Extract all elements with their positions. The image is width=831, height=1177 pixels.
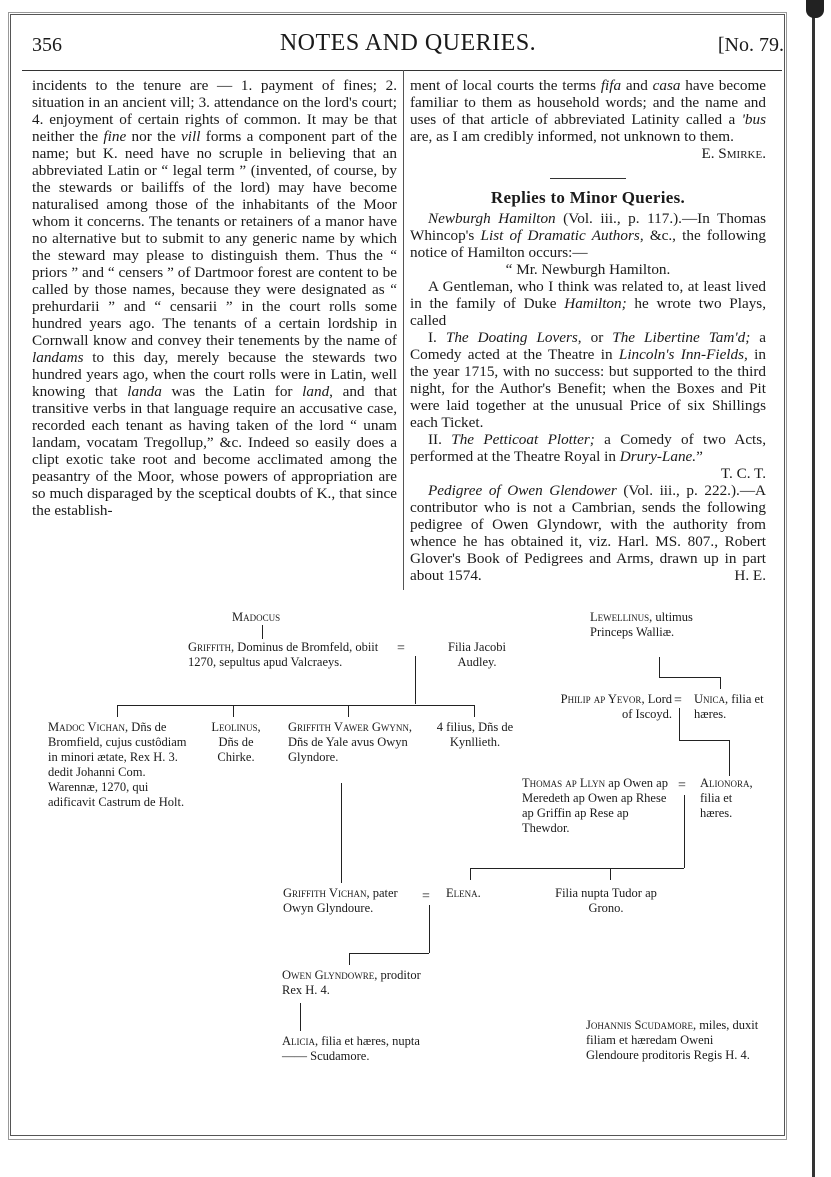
ped-griffith xyxy=(188,640,388,670)
person-desc: , Dñs de Bromfield, cujus custôdiam in minori ætate, Rex H. 3. dedit Johanni Com. Warennæ, 1270, qui adificavit Castrum de Holt. xyxy=(48,720,187,809)
binding-blot xyxy=(806,0,824,18)
ped-line xyxy=(300,1003,301,1031)
text-run: a Comedy acted at the Theatre in xyxy=(410,329,767,363)
ped-line xyxy=(659,657,660,677)
ped-filia-jacobi: Filia Jacobi Audley. xyxy=(448,640,506,669)
text-run: II. xyxy=(428,431,452,448)
text-run: ment of local courts the terms xyxy=(410,77,601,94)
ped-line xyxy=(679,708,680,740)
quote-para-3 xyxy=(410,431,766,465)
text-run: (Vol. iii., p. 117.).—In Thomas Whincop's xyxy=(410,210,766,244)
ped-griffith-vichan xyxy=(283,886,413,916)
quote-heading: “ Mr. Newburgh Hamilton. xyxy=(505,261,671,278)
person-desc: , Dñs de Chirke. xyxy=(217,720,261,764)
text-run: he wrote two Plays, called xyxy=(410,295,767,329)
issue-number: [No. 79. xyxy=(717,34,784,56)
italic-run: The Petticoat Plotter; xyxy=(451,431,595,448)
person-name: Johannis Scudamore xyxy=(586,1018,693,1032)
header-rule xyxy=(22,70,782,71)
person-name: Owen Glyndowre xyxy=(282,968,375,982)
ped-alicia xyxy=(282,1034,422,1064)
person-desc: , miles, duxit filiam et hæredam Oweni Glendoure proditoris Regis H. 4. xyxy=(586,1018,759,1062)
ped-alionora xyxy=(700,776,764,821)
italic-run: fifa xyxy=(600,77,622,94)
signature-tct: T. C. T. xyxy=(720,465,766,482)
ped-line xyxy=(341,783,342,883)
ped-line xyxy=(233,705,234,717)
ped-line xyxy=(474,705,475,717)
person-name: Griffith Vichan xyxy=(283,886,367,900)
italic-run: landams xyxy=(32,349,84,366)
ped-johannis-scudamore xyxy=(586,1018,764,1063)
page-number: 356 xyxy=(32,34,62,56)
ped-thomas xyxy=(522,776,672,836)
ped-line xyxy=(348,705,349,717)
text-run: , and that transitive verbs in that language require an accusative case, recorded each tenant as having taken of the lord “ unam landam, vocatam Tregollup,” &c. Indeed so easily does a clipt exotic take root and become acclimated among the peasantry of the Moor, whose powers of appropriation are so much disparaged by the sceptical doubts of K., that since the establish- xyxy=(32,383,398,519)
column-divider xyxy=(403,70,404,590)
text-run: —A contributor who is not a Cambrian, sends the following pedigree of Owen Glyndowr, with the authority from whence he has obtained it, viz. Harl. MS. 807., Robert Glover's Book of Pedigrees and Arms, drawn up in part about 1574. xyxy=(410,482,766,584)
ped-line xyxy=(720,677,721,689)
person-desc: , ultimus Princeps Walliæ. xyxy=(590,610,693,639)
text-run: A Gentleman, who I think was related to, at least lived in the family of Duke xyxy=(410,278,766,312)
ped-unica xyxy=(694,692,774,722)
italic-run: Drury-Lane. xyxy=(619,448,697,465)
signature-he: H. E. xyxy=(734,567,766,584)
newburgh-paragraph xyxy=(410,210,766,261)
marriage-sign: = xyxy=(678,778,686,793)
query-title: Newburgh Hamilton xyxy=(428,210,556,227)
ped-line xyxy=(117,705,118,717)
text-run: incidents to the tenure are — 1. payment of fines; 2. situation in an ancient vill; 3. attendance on the lord's court; 4. enjoyment of certain rights of common. It may be that neither the xyxy=(32,77,397,145)
marriage-sign: = xyxy=(422,889,430,904)
text-run: a Comedy of two Acts, performed at the Theatre Royal in xyxy=(410,431,766,465)
ped-line xyxy=(679,740,729,741)
ped-line xyxy=(349,953,350,965)
ped-leolinus xyxy=(204,720,268,765)
person-desc: , Dñs de Yale avus Owyn Glyndore. xyxy=(288,720,413,764)
text-run: (Vol. iii., p. 222.). xyxy=(616,482,740,499)
person-name: Lewellinus xyxy=(590,610,650,624)
italic-run: land xyxy=(302,383,330,400)
ped-griffith-vawer-gwynn xyxy=(288,720,414,765)
ped-madocus: Madocus xyxy=(232,610,281,624)
italic-run: Hamilton; xyxy=(564,295,627,312)
ped-line xyxy=(415,656,416,704)
italic-run: casa xyxy=(652,77,681,94)
person-desc: , Dominus de Bromfeld, obiit 1270, sepultus apud Valcraeys. xyxy=(188,640,379,669)
ped-line xyxy=(729,740,730,776)
section-rule xyxy=(550,178,626,179)
person-desc: , filia et hæres. xyxy=(700,776,753,820)
italic-run: 'bus xyxy=(741,111,766,128)
quote-para-2 xyxy=(410,329,766,431)
person-name: Unica xyxy=(694,692,726,706)
ped-line xyxy=(684,795,685,868)
ped-philip xyxy=(552,692,672,722)
query-title: Pedigree of Owen Glendower xyxy=(428,482,617,499)
text-run: ” xyxy=(696,448,703,465)
italic-run: fine xyxy=(103,128,127,145)
ped-madoc-vichan xyxy=(48,720,188,810)
marriage-sign: = xyxy=(674,693,682,708)
person-name: Griffith Vawer Gwynn xyxy=(288,720,409,734)
ped-owen-glyndowre xyxy=(282,968,422,998)
person-name: Leolinus xyxy=(211,720,258,734)
ped-line xyxy=(659,677,720,678)
signature-smirke: E. Smirke. xyxy=(701,145,766,162)
ped-elena: Elena. xyxy=(446,886,481,900)
marriage-sign: = xyxy=(397,641,405,656)
text-run: was the Latin for xyxy=(161,383,303,400)
right-column xyxy=(410,77,766,584)
person-desc: , pater Owyn Glyndoure. xyxy=(283,886,398,915)
text-run: , &c., the following notice of Hamilton occurs:— xyxy=(410,227,766,261)
text-run: I. xyxy=(428,329,446,346)
text-run: to this day, merely because the stewards two hundred years ago, when the court rolls were in Latin, well knowing that xyxy=(32,349,397,400)
italic-run: The Doating Lovers xyxy=(445,329,578,346)
text-run: have become familiar to them as household words; and the name and uses of that article of abbreviated Latinity called a xyxy=(410,77,766,128)
italic-run: landa xyxy=(127,383,162,400)
ped-line xyxy=(610,868,611,880)
italic-run: List of Dramatic Authors xyxy=(480,227,640,244)
journal-title: NOTES AND QUERIES. xyxy=(279,30,537,56)
person-name: Griffith xyxy=(188,640,232,654)
ped-filia-nupta: Filia nupta Tudor ap Grono. xyxy=(555,886,657,915)
left-column xyxy=(32,77,397,519)
ped-lewellinus xyxy=(590,610,700,640)
person-name: Philip ap Yevor xyxy=(560,692,642,706)
italic-run: vill xyxy=(181,128,201,145)
continuation-paragraph xyxy=(410,77,766,145)
italic-run: The Libertine Tam'd; xyxy=(612,329,751,346)
person-desc: ap Owen ap Meredeth ap Owen ap Rhese ap Griffin ap Rese ap Thewdor. xyxy=(522,776,668,835)
ped-line xyxy=(262,625,263,639)
text-run: nor the xyxy=(126,128,182,145)
person-desc: , proditor Rex H. 4. xyxy=(282,968,421,997)
text-run: in the year 1715, with no success: but supported to the third night, for the Author's Benefit; when the Boxes and Pit were laid together at the unusual Price of six Shillings each Ticket. xyxy=(410,346,766,431)
text-run: , or xyxy=(577,329,613,346)
ped-line xyxy=(117,705,475,706)
quote-para-1 xyxy=(410,278,766,329)
text-run: are, as I am credibly informed, not unknown to them. xyxy=(410,128,734,145)
ped-line xyxy=(349,953,429,954)
person-name: Alicia xyxy=(282,1034,316,1048)
person-desc: , Lord of Iscoyd. xyxy=(622,692,672,721)
binding-edge xyxy=(812,0,815,1177)
person-name: Thomas ap Llyn xyxy=(522,776,606,790)
text-run: and xyxy=(621,77,653,94)
person-desc: , filia et hæres, nupta —— Scudamore. xyxy=(282,1034,420,1063)
ped-line xyxy=(429,905,430,953)
section-heading: Replies to Minor Queries. xyxy=(490,188,686,207)
page-header xyxy=(24,28,792,68)
ped-line xyxy=(470,868,471,880)
person-desc: , filia et hæres. xyxy=(694,692,764,721)
left-paragraph xyxy=(32,77,397,519)
person-name: Madoc Vichan xyxy=(48,720,126,734)
italic-run: Lincoln's Inn-Fields, xyxy=(618,346,748,363)
person-name: Alionora xyxy=(700,776,750,790)
pedigree-note-paragraph xyxy=(410,482,766,584)
ped-4-filius: 4 filius, Dñs de Kynllieth. xyxy=(436,720,514,749)
text-run: forms a component part of the name; but K. need have no scruple in believing that an abbreviated Latin or “ legal term ” (invented, of course, by the stewards or bailiffs of the lord) may have become naturalised among those of the inhabitants of the Moor whom it concerns. The tenants or retainers of a manor have no alternative but to submit to any generic name by which the steward may please to distinguish them. Thus the “ priors ” and “ censers ” of Dartmoor forest are content to be called by those names, because they were designated as “ prehurdarii ” and “ censarii ” in the court rolls some hundred years ago. The tenants of a certain lordship in Cornwall know and convey their tenements by the name of xyxy=(32,128,397,349)
ped-line xyxy=(470,868,684,869)
